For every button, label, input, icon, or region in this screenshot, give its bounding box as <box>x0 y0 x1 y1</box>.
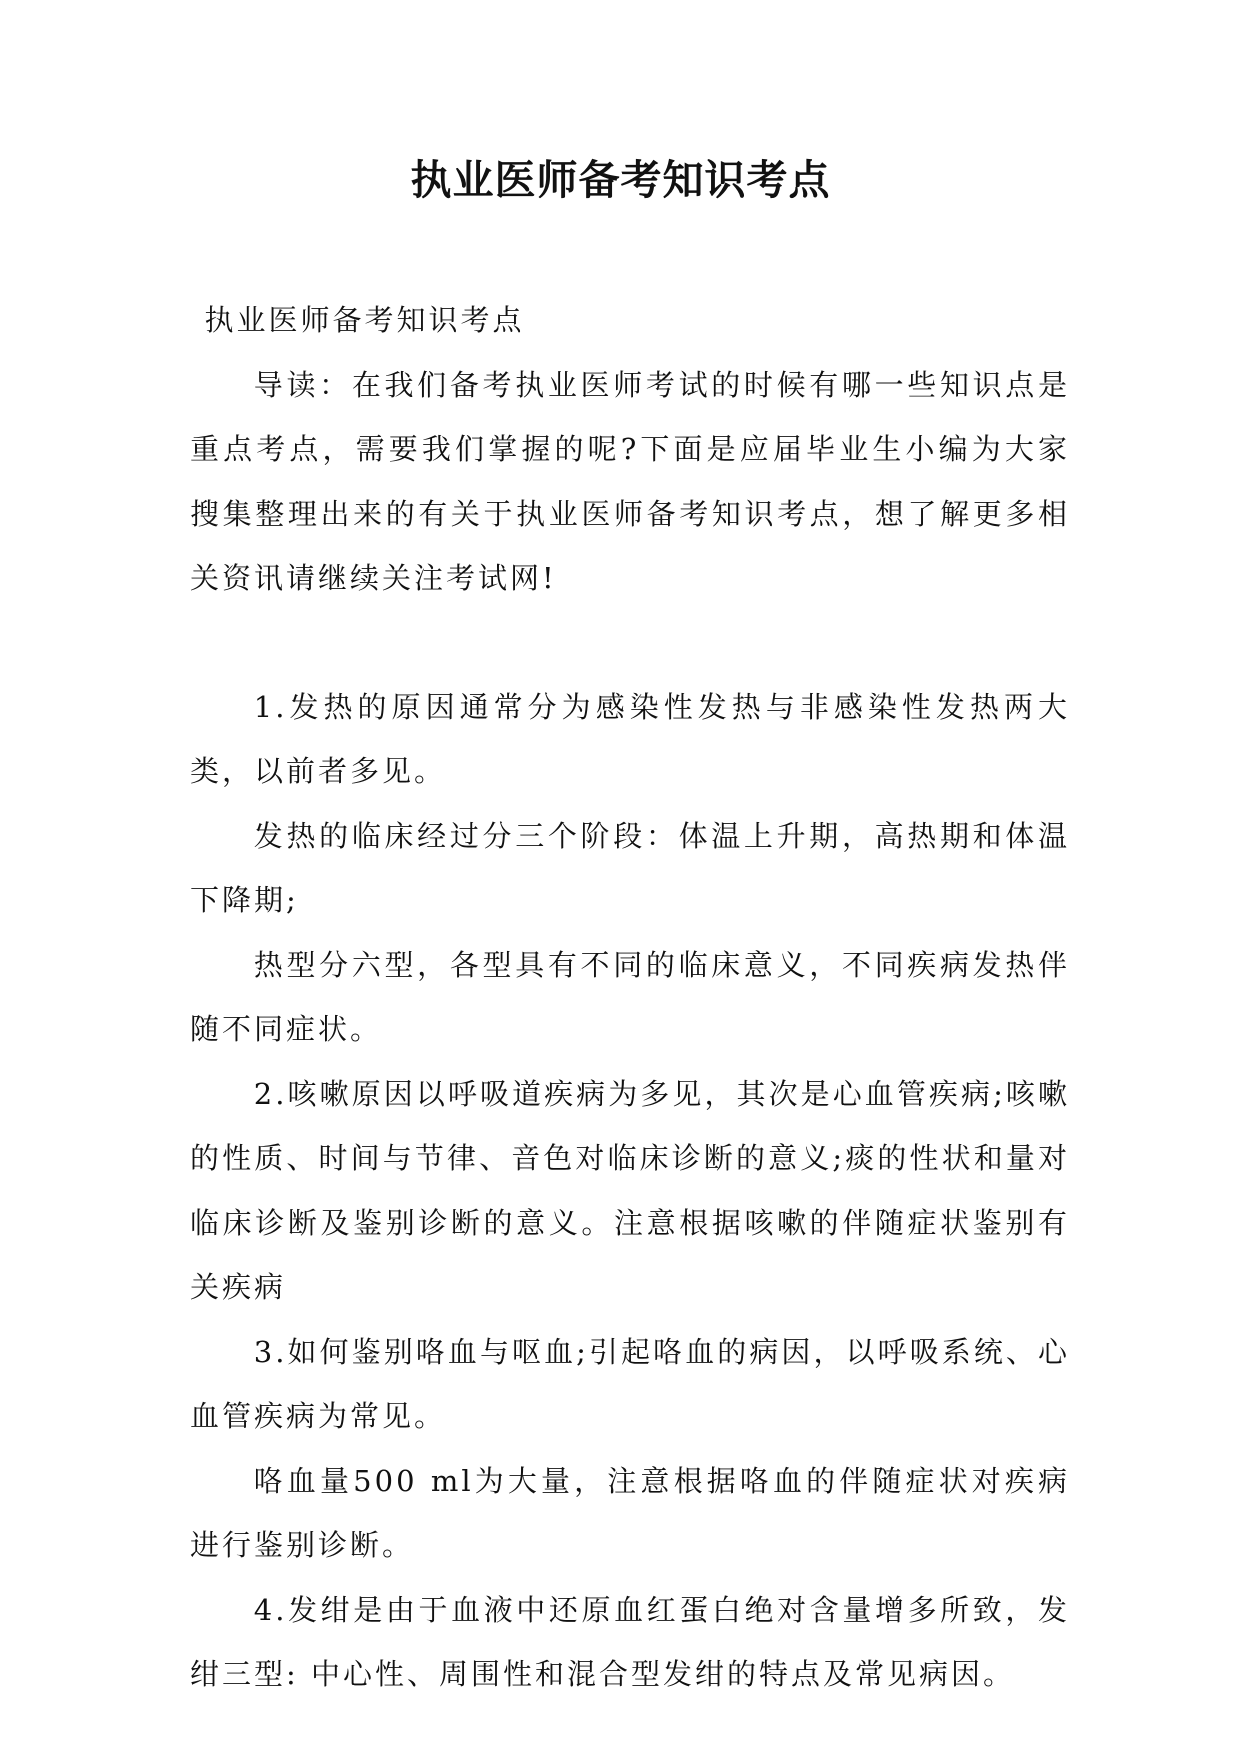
paragraph-fever-causes: 1.发热的原因通常分为感染性发热与非感染性发热两大类，以前者多见。 <box>190 689 1070 788</box>
paragraph-hemoptysis-volume: 咯血量500 ml为大量，注意根据咯血的伴随症状对疾病进行鉴别诊断。 <box>190 1463 1070 1562</box>
paragraph-spacer <box>190 611 1070 675</box>
paragraph-fever-stages: 发热的临床经过分三个阶段：体温上升期，高热期和体温下降期; <box>190 818 1070 917</box>
paragraph-hemoptysis: 3.如何鉴别咯血与呕血;引起咯血的病因，以呼吸系统、心血管疾病为常见。 <box>190 1334 1070 1433</box>
intro-paragraph: 导读：在我们备考执业医师考试的时候有哪一些知识点是重点考点，需要我们掌握的呢?下面是应届毕业生小编为大家搜集整理出来的有关于执业医师备考知识考点，想了解更多相关资讯请继续关注考试网! <box>190 367 1070 595</box>
paragraph-cough: 2.咳嗽原因以呼吸道疾病为多见，其次是心血管疾病;咳嗽的性质、时间与节律、音色对临床诊断的意义;痰的性状和量对临床诊断及鉴别诊断的意义。注意根据咳嗽的伴随症状鉴别有关疾病 <box>190 1076 1070 1304</box>
paragraph-cyanosis: 4.发绀是由于血液中还原血红蛋白绝对含量增多所致，发绀三型: 中心性、周围性和混合型发绀的特点及常见病因。 <box>190 1592 1070 1691</box>
document-body <box>190 288 1070 1707</box>
paragraph-fever-types: 热型分六型，各型具有不同的临床意义，不同疾病发热伴随不同症状。 <box>190 947 1070 1046</box>
page-title: 执业医师备考知识考点 <box>410 156 831 204</box>
document-subtitle: 执业医师备考知识考点 <box>204 303 525 337</box>
